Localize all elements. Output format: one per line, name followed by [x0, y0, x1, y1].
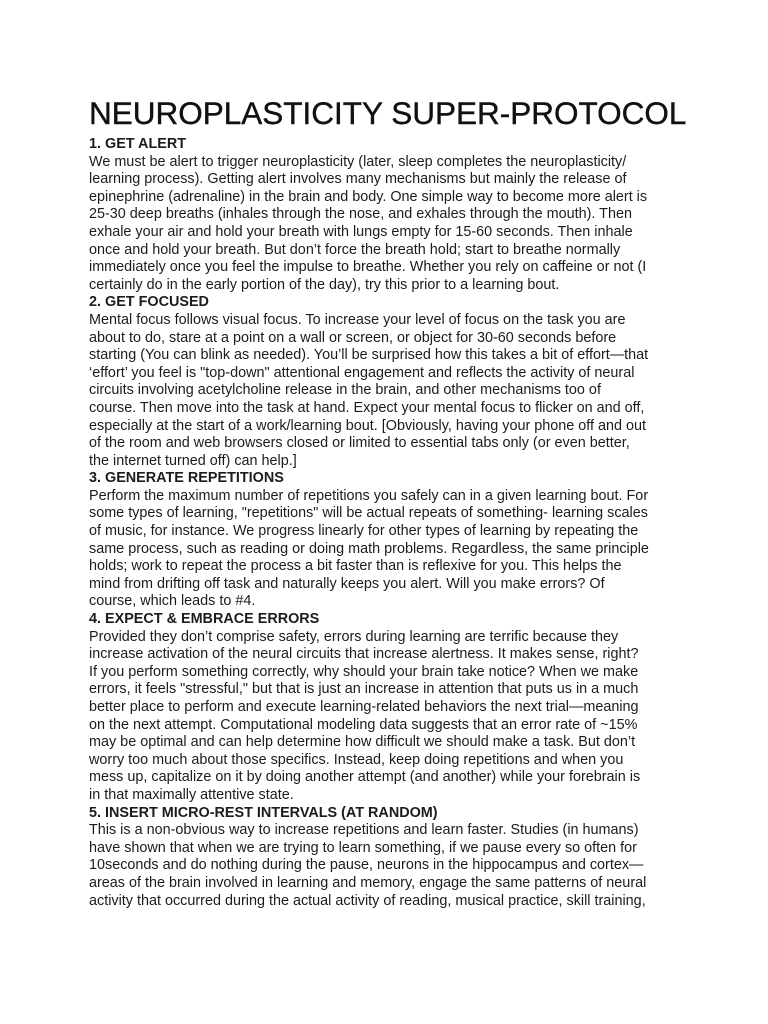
- section-generate-repetitions: [89, 470, 690, 611]
- section-heading: 1. GET ALERT: [89, 136, 187, 152]
- section-expect-embrace-errors: [89, 611, 690, 805]
- section-body: Provided they don’t comprise safety, errors during learning are terrific because they increase activation of the neural circuits that increase alertness. It makes sense, right? If you perform something correctly, why should your brain take notice? When we make errors, it feels "stressful," but that is just an increase in attention that puts us in a much better place to perform and execute learning-related behaviors the next trial—meaning on the next attempt. Computational modeling data suggests that an error rate of ~15% may be optimal and can help determine how difficult we should make a task. But don’t worry too much about those specifics. Instead, keep doing repetitions and when you mess up, capitalize on it by doing another attempt (and another) while your forebrain is in that maximally attentive state.: [89, 628, 641, 803]
- section-body: We must be alert to trigger neuroplasticity (later, sleep completes the neuroplasticity/ learning process). Getting alert involves many mechanisms but mainly the release of epinephrine (adrenaline) in the brain and body. One simple way to become more alert is 25-30 deep breaths (inhales through the nose, and exhales through the mouth). Then exhale your air and hold your breath with lungs empty for 15-60 seconds. Then inhale once and hold your breath. But don’t force the breath hold; start to breathe normally immediately once you feel the impulse to breathe. Whether you rely on caffeine or not (I certainly do in the early portion of the day), try this prior to a learning bout.: [89, 153, 648, 293]
- document-title: NEUROPLASTICITY SUPER-PROTOCOL: [89, 95, 687, 131]
- section-heading: 4. EXPECT & EMBRACE ERRORS: [89, 611, 320, 628]
- section-get-focused: [89, 294, 690, 470]
- section-get-alert: [89, 136, 690, 294]
- section-heading: 2. GET FOCUSED: [89, 294, 209, 311]
- section-body: Mental focus follows visual focus. To increase your level of focus on the task you are about to do, stare at a point on a wall or screen, or object for 30-60 seconds before starting (You can blink as needed). You’ll be surprised how this takes a bit of effort—that ‘effort’ you feel is "top-down" attentional engagement and reflects the activity of neural circuits involving acetylcholine release in the brain, and other mechanisms too of course. Then move into the task at hand. Expect your mental focus to flicker on and off, especially at the start of a work/learning bout. [Obviously, having your phone off and out of the room and web browsers closed or limited to essential tabs only (or even better, the internet turned off) can help.]: [89, 311, 649, 469]
- section-heading: 3. GENERATE REPETITIONS: [89, 470, 284, 487]
- section-micro-rest-intervals: [89, 805, 690, 911]
- section-body: Perform the maximum number of repetitions you safely can in a given learning bout. For some types of learning, "repetitions" will be actual repeats of something- learning scales of music, for instance. We progress linearly for other types of learning by repeating the same process, such as reading or doing math problems. Regardless, the same principle holds; work to repeat the process a bit faster than is reflexive for you. This helps the mind from drifting off task and naturally keeps you alert. Will you make errors? Of course, which leads to #4.: [89, 487, 649, 610]
- section-body: This is a non-obvious way to increase repetitions and learn faster. Studies (in humans) have shown that when we are trying to learn something, if we pause every so often for 10seconds and do nothing during the pause, neurons in the hippocampus and cortex— areas of the brain involved in learning and memory, engage the same patterns of neural activity that occurred during the actual activity of reading, musical practice, skill training,: [89, 822, 647, 909]
- section-heading: 5. INSERT MICRO-REST INTERVALS (AT RANDOM): [89, 804, 438, 821]
